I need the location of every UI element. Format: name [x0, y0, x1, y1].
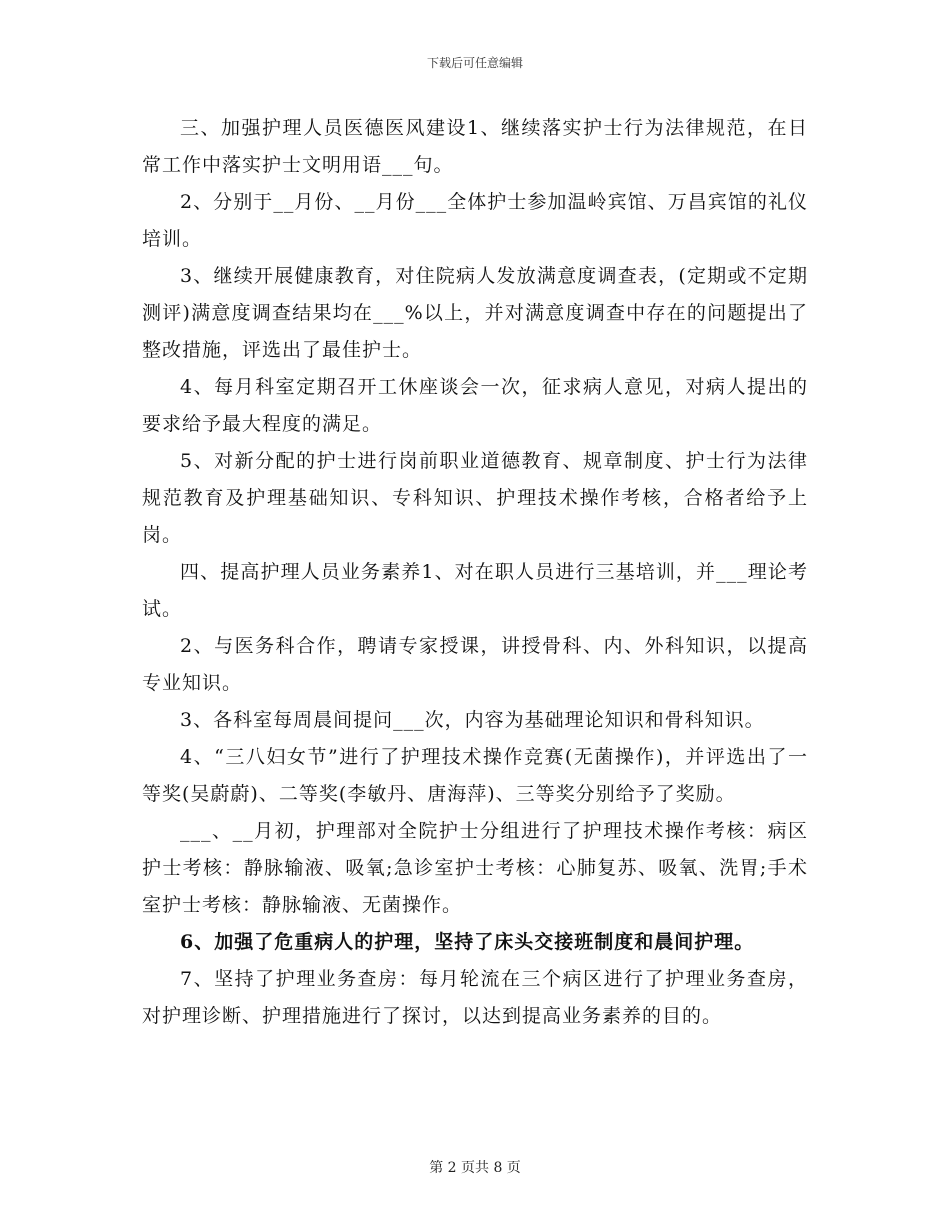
paragraph-morning-questions: 3、各科室每周晨间提问___次，内容为基础理论知识和骨科知识。 — [180, 709, 765, 731]
paragraph-symposium: 4、每月科室定期召开工休座谈会一次，征求病人意见，对病人提出的要求给予最大程度的满足。 — [142, 376, 808, 435]
paragraph-section-3: 三、加强护理人员医德医风建设1、继续落实护士行为法律规范，在日常工作中落实护士文明用语___句。 — [142, 117, 808, 176]
page-header: 下载后可任意编辑 — [426, 56, 523, 70]
paragraph-section-4: 四、提高护理人员业务素养1、对在职人员进行三基培训，并___理论考试。 — [142, 561, 808, 620]
paragraph-health-education: 3、继续开展健康教育，对住院病人发放满意度调查表，(定期或不定期测评)满意度调查结果均在___%以上，并对满意度调查中存在的问题提出了整改措施，评选出了最佳护士。 — [142, 265, 808, 361]
paragraph-critical-care: 6、加强了危重病人的护理，坚持了床头交接班制度和晨间护理。 — [180, 931, 755, 953]
paragraph-skills-competition: 4、“三八妇女节”进行了护理技术操作竞赛(无菌操作)，并评选出了一等奖(吴蔚蔚)、二等奖(李敏丹、唐海萍)、三等奖分别给予了奖励。 — [142, 746, 808, 805]
page-footer: 第 2 页共 8 页 — [429, 1160, 521, 1176]
paragraph-new-nurse-training: 5、对新分配的护士进行岗前职业道德教育、规章制度、护士行为法律规范教育及护理基础知识、专科知识、护理技术操作考核，合格者给予上岗。 — [142, 450, 808, 546]
paragraph-ward-rounds: 7、坚持了护理业务查房：每月轮流在三个病区进行了护理业务查房，对护理诊断、护理措施进行了探讨，以达到提高业务素养的目的。 — [142, 968, 808, 1027]
paragraph-expert-lectures: 2、与医务科合作，聘请专家授课，讲授骨科、内、外科知识，以提高专业知识。 — [142, 635, 808, 694]
paragraph-skills-assessment: ___、__月初，护理部对全院护士分组进行了护理技术操作考核：病区护士考核：静脉输液、吸氧;急诊室护士考核：心肺复苏、吸氧、洗胃;手术室护士考核：静脉输液、无菌操作。 — [142, 820, 808, 916]
document-body — [142, 110, 808, 1035]
paragraph-etiquette-training: 2、分别于__月份、__月份___全体护士参加温岭宾馆、万昌宾馆的礼仪培训。 — [142, 191, 808, 250]
